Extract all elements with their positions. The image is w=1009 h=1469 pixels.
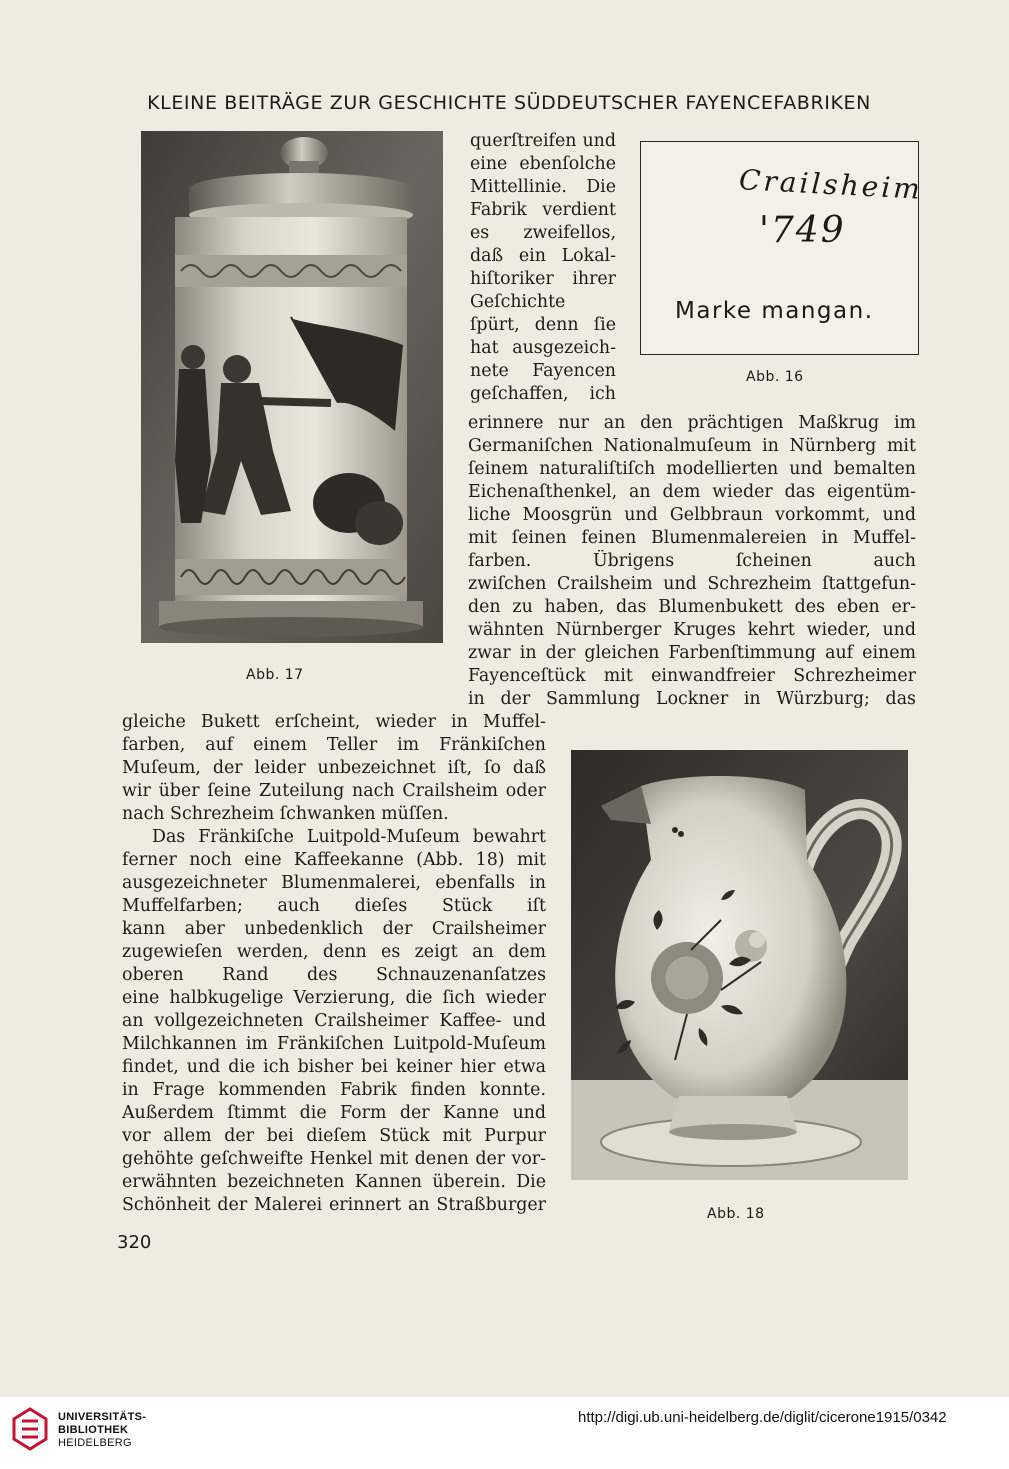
text-line: gleiche Bukett erſcheint, wieder in Muffel- <box>122 712 546 732</box>
text-line: Schönheit der Malerei erinnert an Straßburger <box>122 1195 546 1215</box>
text-line: hiſtoriker ihrer <box>470 269 616 289</box>
text-line: zwiſchen Crailsheim und Schrezheim ſtattgefun- <box>468 574 916 594</box>
text-line: oberen Rand des Schnauzenanſatzes <box>122 965 546 985</box>
text-line: in Frage kommenden Fabrik finden konnte. <box>122 1080 546 1100</box>
figure-16-marks-box <box>640 141 924 355</box>
text-line: ausgezeichneter Blumenmalerei, ebenfalls in <box>122 873 546 893</box>
text-line: erwähnten bezeichneten Kannen überein. Die <box>122 1172 546 1192</box>
text-line: ſpürt, denn ſie <box>470 315 616 335</box>
marks-label: Marke mangan. <box>675 298 874 324</box>
handwritten-mark-line1: Crailsheim <box>738 163 924 206</box>
text-line: Eichenaſthenkel, an dem wieder das eigentüm- <box>468 482 916 502</box>
library-name-line2: BIBLIOTHEK <box>58 1424 129 1436</box>
text-line: hat ausgezeich- <box>470 338 616 358</box>
text-line: geſchaffen, ich <box>470 384 616 404</box>
text-line: ferner noch eine Kaffeekanne (Abb. 18) mit <box>122 850 546 870</box>
coffeepot-illustration <box>571 750 908 1180</box>
library-name-line3: HEIDELBERG <box>58 1437 132 1449</box>
page-number: 320 <box>117 1232 152 1253</box>
library-name-line1: UNIVERSITÄTS- <box>58 1411 147 1423</box>
text-line: an vollgezeichneten Crailsheimer Kaffee- und <box>122 1011 546 1031</box>
text-line: erinnere nur an den prächtigen Maßkrug im <box>468 413 916 433</box>
text-line: Geſchichte <box>470 292 566 312</box>
running-header: KLEINE BEITRÄGE ZUR GESCHICHTE SÜDDEUTSCHER FAYENCEFABRIKEN <box>147 92 871 114</box>
scan-footer <box>0 1397 1009 1469</box>
figure-18-coffeepot-photo <box>571 750 908 1180</box>
text-line: mit ſeinen feinen Blumenmalereien in Muffel- <box>468 528 916 548</box>
text-line: kann aber unbedenklich der Crailsheimer <box>122 919 546 939</box>
text-line: ſeinem naturaliſtiſch modellierten und bemalten <box>468 459 916 479</box>
text-line: den zu haben, das Blumenbukett des eben er- <box>468 597 916 617</box>
text-line: farben. Übrigens ſcheinen auch <box>468 551 916 571</box>
text-line: Fabrik verdient <box>470 200 616 220</box>
text-line: vor allem der bei dieſem Stück mit Purpur <box>122 1126 546 1146</box>
text-line: in der Sammlung Lockner in Würzburg; das <box>468 689 916 709</box>
figure-16-caption: Abb. 16 <box>746 369 804 385</box>
text-line: wir über ſeine Zuteilung nach Crailsheim oder <box>122 781 546 801</box>
text-line: wähnten Nürnberger Kruges kehrt wieder, und <box>468 620 916 640</box>
text-line: Milchkannen im Fränkiſchen Luitpold-Muſeum <box>122 1034 546 1054</box>
figure-18-caption: Abb. 18 <box>707 1206 765 1222</box>
figure-17-caption: Abb. 17 <box>246 667 304 683</box>
text-line: nete Fayencen <box>470 361 616 381</box>
library-logo-icon <box>10 1407 50 1451</box>
text-line: eine ebenſolche <box>470 154 616 174</box>
text-line: Mittellinie. Die <box>470 177 616 197</box>
text-line: eine halbkugelige Verzierung, die ſich wieder <box>122 988 546 1008</box>
text-line: nach Schrezheim ſchwanken müſſen. <box>122 804 449 824</box>
text-line: zugewieſen werden, denn es zeigt an dem <box>122 942 546 962</box>
text-line: farben, auf einem Teller im Fränkiſchen <box>122 735 546 755</box>
text-line: Muſeum, der leider unbezeichnet iſt, ſo daß <box>122 758 546 778</box>
text-line: findet, und die ich bisher bei keiner hier etwa <box>122 1057 546 1077</box>
text-line: querſtreifen und <box>470 131 616 151</box>
text-line: Außerdem ſtimmt die Form der Kanne und <box>122 1103 546 1123</box>
tankard-illustration <box>141 131 443 643</box>
text-line: zwar in der gleichen Farbenſtimmung auf einem <box>468 643 916 663</box>
figure-17-tankard-photo <box>141 131 443 643</box>
text-line: Fayenceſtück mit einwandfreier Schrezheimer <box>468 666 916 686</box>
text-line: liche Moosgrün und Gelbbraun vorkommt, und <box>468 505 916 525</box>
text-line: daß ein Lokal- <box>470 246 616 266</box>
text-line: Muffelfarben; auch dieſes Stück iſt <box>122 896 546 916</box>
text-line: es zweifellos, <box>470 223 616 243</box>
text-line: gehöhte geſchweifte Henkel mit denen der vor- <box>122 1149 546 1169</box>
handwritten-mark-line2: '749 <box>759 210 846 251</box>
permalink-url[interactable]: http://digi.ub.uni-heidelberg.de/diglit/cicerone1915/0342 <box>578 1409 947 1426</box>
text-line: Das Fränkiſche Luitpold-Muſeum bewahrt <box>152 827 546 847</box>
text-line: Germaniſchen Nationalmuſeum in Nürnberg mit <box>468 436 916 456</box>
